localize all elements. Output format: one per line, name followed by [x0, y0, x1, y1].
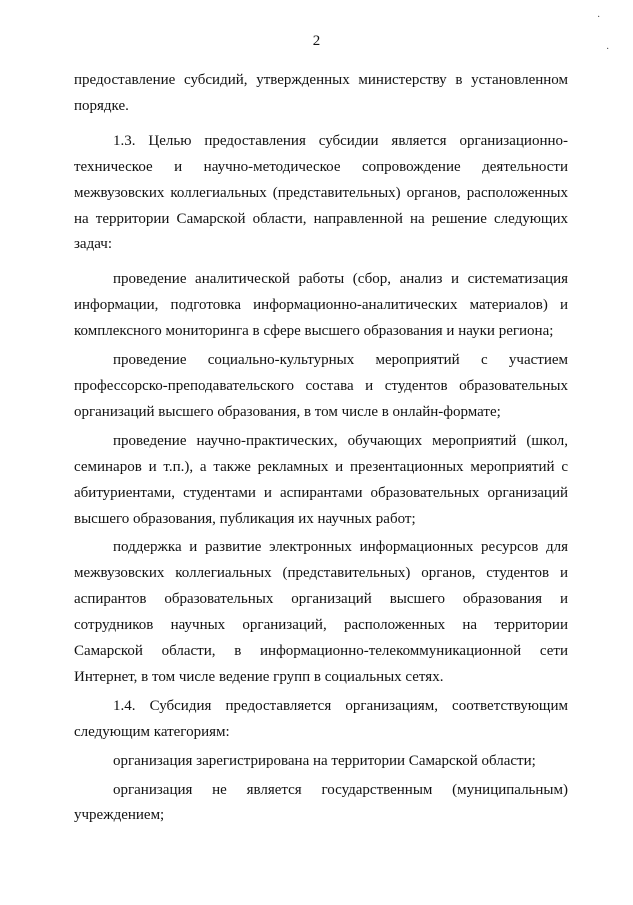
paragraph-category-registered: организация зарегистрирована на территории Самарской области; — [113, 752, 536, 769]
scan-speck: · — [597, 12, 601, 23]
page-number: 2 — [312, 33, 321, 49]
paragraph-1-4: 1.4. Субсидия предоставляется организациям, соответствующим следующим категориям: — [74, 697, 568, 740]
paragraph-task-cultural: проведение социально-культурных мероприятий с участием профессорско-преподавательского состава и студентов образовательных организаций высшего образования, в том числе в онлайн-формате; — [74, 352, 568, 420]
scan-speck: · — [606, 44, 610, 55]
paragraph-category-non-state: организация не является государственным (муниципальным) учреждением; — [74, 781, 568, 824]
paragraph-task-resources: поддержка и развитие электронных информационных ресурсов для межвузовских коллегиальных (представительных) органов, студентов и аспирантов образовательных организаций высшего образования и сотрудников научных организаций, расположенных на территории Самарской области, в информационно-телекоммуникационной сети Интернет, в том числе ведение групп в социальных сетях. — [74, 539, 568, 685]
paragraph-1-3: 1.3. Целью предоставления субсидии является организационно-техническое и научно-методическое сопровождение деятельности межвузовских коллегиальных (представительных) органов, расположенных на территории Самарской области, направленной на решение следующих задач: — [74, 132, 568, 253]
paragraph-task-events: проведение научно-практических, обучающих мероприятий (школ, семинаров и т.п.), а также рекламных и презентационных мероприятий с абитуриентами, студентами и аспирантами образовательных организаций высшего образования, публикация их научных работ; — [74, 432, 568, 527]
paragraph-continuation: предоставление субсидий, утвержденных министерству в установленном порядке. — [74, 72, 568, 114]
document-body — [74, 68, 568, 829]
paragraph-task-analytics: проведение аналитической работы (сбор, анализ и систематизация информации, подготовка информационно-аналитических материалов) и комплексного мониторинга в сфере высшего образования и науки региона; — [74, 271, 568, 340]
